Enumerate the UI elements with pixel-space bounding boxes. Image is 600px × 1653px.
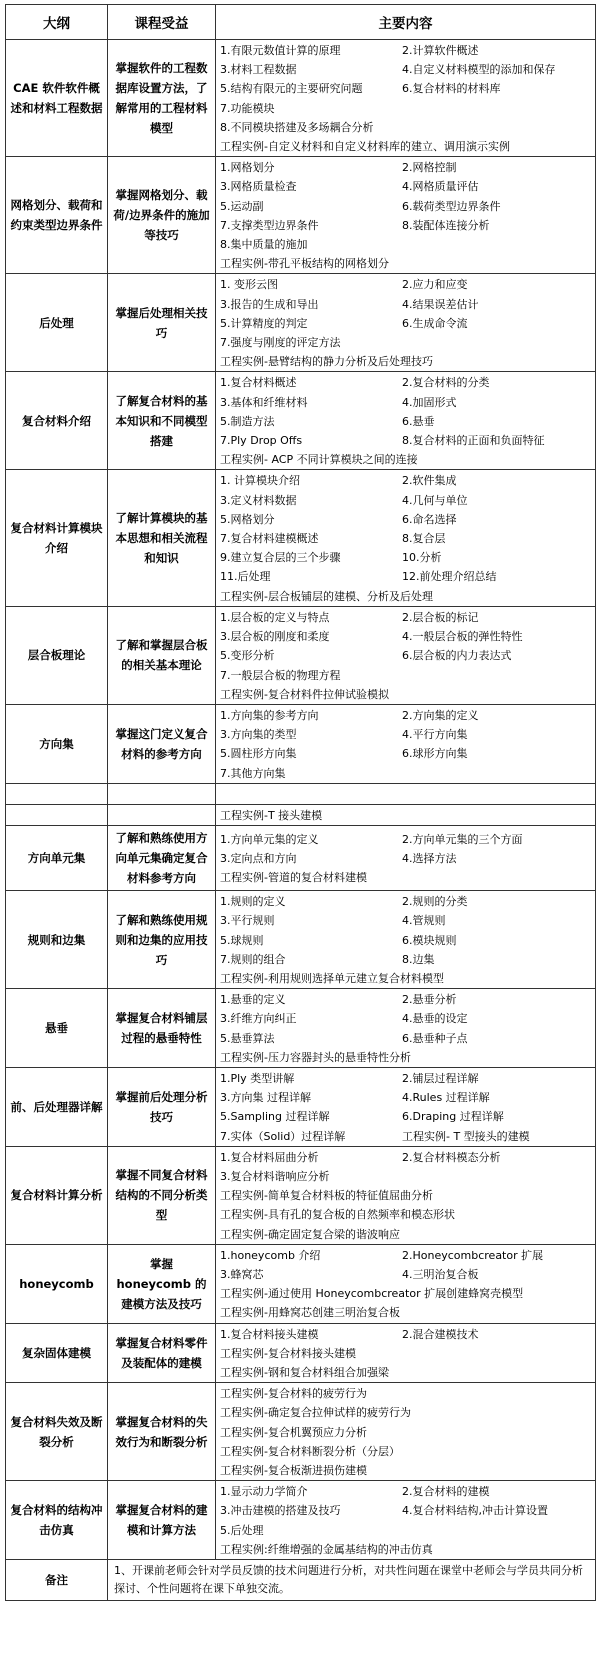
- course-outline-table: [5, 4, 596, 1601]
- benefit-cell: 掌握复合材料的失效行为和断裂分析: [108, 1383, 216, 1481]
- content-item: 5.结构有限元的主要研究问题: [220, 82, 363, 96]
- content-item: 1.层合板的定义与特点: [220, 610, 330, 624]
- content-item: 6.悬垂种子点: [402, 1031, 468, 1045]
- content-cell: [216, 372, 596, 470]
- content-line: 工程实例-管道的复合材料建模: [220, 871, 367, 885]
- content-line-pair: [220, 1088, 591, 1107]
- content-item: 6.生成命令流: [402, 316, 468, 330]
- content-item: 5.变形分析: [220, 649, 275, 663]
- content-item: 7.支撑类型边界条件: [220, 218, 319, 232]
- outline-cell: 复合材料失效及断裂分析: [6, 1383, 108, 1481]
- content-item: 1. 计算模块介绍: [220, 474, 300, 488]
- table-row: [6, 40, 596, 157]
- content-cell: [216, 1244, 596, 1323]
- content-line: [220, 785, 591, 804]
- content-item: 1.honeycomb 介绍: [220, 1248, 321, 1262]
- content-line-pair: [220, 1009, 591, 1028]
- content-cell: [216, 826, 596, 891]
- content-item: 6.载荷类型边界条件: [402, 199, 501, 213]
- content-line-pair: [220, 1029, 591, 1048]
- benefit-cell: 掌握 honeycomb 的建模方法及技巧: [108, 1244, 216, 1323]
- content-item: 5.圆柱形方向集: [220, 747, 297, 761]
- content-line: 工程实例-通过使用 Honeycombcreator 扩展创建蜂窝壳模型: [220, 1287, 524, 1301]
- table-row: [6, 804, 596, 825]
- content-item: 4.Rules 过程详解: [402, 1091, 490, 1105]
- outline-cell: 复合材料介绍: [6, 372, 108, 470]
- content-item: 2.层合板的标记: [402, 610, 479, 624]
- content-line-pair: [220, 911, 591, 930]
- content-item: 4.一般层合板的弹性特性: [402, 630, 523, 644]
- content-line-pair: [220, 314, 591, 333]
- content-line: 7.强度与刚度的评定方法: [220, 336, 341, 350]
- content-line: 工程实例-复合材料断裂分析（分层）: [220, 1444, 400, 1458]
- remark-row: [6, 1560, 596, 1601]
- benefit-cell: 了解和掌握层合板的相关基本理论: [108, 606, 216, 704]
- content-item: 2.复合材料模态分析: [402, 1150, 501, 1164]
- content-line-pair: [220, 706, 591, 725]
- content-line-pair: [220, 646, 591, 665]
- content-item: 2.网格控制: [402, 161, 457, 175]
- content-line: 工程实例:纤维增强的金属基结构的冲击仿真: [220, 1542, 433, 1556]
- content-item: 2.铺层过程详解: [402, 1071, 479, 1085]
- content-item: 3.方向集 过程详解: [220, 1091, 311, 1105]
- outline-cell: 复合材料计算分析: [6, 1146, 108, 1244]
- benefit-cell: 了解和熟练使用规则和边集的应用技巧: [108, 891, 216, 989]
- content-item: 11.后处理: [220, 570, 271, 584]
- content-item: 12.前处理介绍总结: [402, 570, 497, 584]
- content-line: 工程实例-复合材料件拉伸试验模拟: [220, 687, 389, 701]
- header-row: [6, 5, 596, 40]
- outline-cell: 复杂固体建模: [6, 1323, 108, 1383]
- content-line-pair: [220, 158, 591, 177]
- content-item: 7.实体（Solid）过程详解: [220, 1129, 346, 1143]
- content-line: 工程实例-复合机翼预应力分析: [220, 1425, 367, 1439]
- content-item: 2.方向集的定义: [402, 708, 479, 722]
- content-item: 2.软件集成: [402, 474, 457, 488]
- content-cell: [216, 606, 596, 704]
- content-line: 工程实例-自定义材料和自定义材料库的建立、调用演示实例: [220, 140, 510, 154]
- content-line: 7.一般层合板的物理方程: [220, 668, 341, 682]
- content-item: 1.复合材料概述: [220, 376, 297, 390]
- content-line-pair: [220, 744, 591, 763]
- table-row: [6, 470, 596, 606]
- content-item: 1.规则的定义: [220, 895, 286, 909]
- content-item: 2.计算软件概述: [402, 44, 479, 57]
- content-line: 工程实例-确定复合拉伸试样的疲劳行为: [220, 1406, 411, 1420]
- content-line: 工程实例-用蜂窝芯创建三明治复合板: [220, 1306, 400, 1320]
- table-row: [6, 606, 596, 704]
- content-line-pair: [220, 41, 591, 60]
- content-item: 3.定向点和方向: [220, 852, 297, 866]
- benefit-cell: 了解复合材料的基本知识和不同模型搭建: [108, 372, 216, 470]
- content-item: 5.计算精度的判定: [220, 316, 308, 330]
- content-item: 6.Draping 过程详解: [402, 1110, 504, 1124]
- benefit-cell: [108, 804, 216, 825]
- benefit-cell: 掌握复合材料零件及装配体的建模: [108, 1323, 216, 1383]
- content-cell: [216, 804, 596, 825]
- table-row: [6, 1481, 596, 1560]
- content-item: 1.悬垂的定义: [220, 993, 286, 1007]
- content-line: 8.集中质量的施加: [220, 238, 308, 252]
- table-row: [6, 783, 596, 804]
- content-line: 工程实例- ACP 不同计算模块之间的连接: [220, 453, 418, 467]
- content-item: 6.悬垂: [402, 414, 435, 428]
- outline-cell: 网格划分、载荷和约束类型边界条件: [6, 157, 108, 274]
- content-line: 工程实例-利用规则选择单元建立复合材料模型: [220, 971, 444, 985]
- content-line-pair: [220, 548, 591, 567]
- content-line-pair: [220, 1482, 591, 1501]
- content-item: 4.悬垂的设定: [402, 1012, 468, 1026]
- outline-cell: 前、后处理器详解: [6, 1067, 108, 1146]
- content-line: 7.功能模块: [220, 101, 275, 115]
- content-line-pair: [220, 950, 591, 969]
- table-row: [6, 1146, 596, 1244]
- content-line-pair: [220, 931, 591, 950]
- content-item: 4.管规则: [402, 914, 446, 928]
- content-line-pair: [220, 510, 591, 529]
- content-cell: [216, 470, 596, 606]
- outline-cell: [6, 804, 108, 825]
- content-line-pair: [220, 830, 591, 849]
- content-line-pair: [220, 1246, 591, 1265]
- content-item: 6.复合材料的材料库: [402, 82, 501, 96]
- content-line-pair: [220, 471, 591, 490]
- table-row: [6, 989, 596, 1068]
- table-row: [6, 1323, 596, 1383]
- content-item: 6.模块规则: [402, 933, 457, 947]
- content-line-pair: [220, 295, 591, 314]
- content-line-pair: [220, 627, 591, 646]
- content-item: 3.材料工程数据: [220, 63, 297, 77]
- content-item: 3.纤维方向纠正: [220, 1012, 297, 1026]
- content-item: 2.复合材料的建模: [402, 1485, 490, 1499]
- benefit-cell: 掌握后处理相关技巧: [108, 274, 216, 372]
- content-cell: [216, 157, 596, 274]
- content-item: 5.球规则: [220, 933, 264, 947]
- header-content: 主要内容: [216, 5, 596, 40]
- outline-cell: [6, 783, 108, 804]
- benefit-cell: [108, 783, 216, 804]
- content-line: 工程实例-复合材料的疲劳行为: [220, 1387, 367, 1401]
- content-item: 工程实例- T 型接头的建模: [402, 1129, 530, 1143]
- outline-cell: CAE 软件软件概述和材料工程数据: [6, 40, 108, 157]
- content-item: 7.Ply Drop Offs: [220, 434, 303, 448]
- content-item: 2.混合建模技术: [402, 1327, 479, 1341]
- content-cell: [216, 274, 596, 372]
- content-line-pair: [220, 491, 591, 510]
- table-row: [6, 1067, 596, 1146]
- content-item: 7.规则的组合: [220, 952, 286, 966]
- content-item: 5.制造方法: [220, 414, 275, 428]
- content-item: 6.球形方向集: [402, 747, 468, 761]
- benefit-cell: 掌握复合材料的建模和计算方法: [108, 1481, 216, 1560]
- table-row: [6, 372, 596, 470]
- table-row: [6, 704, 596, 783]
- content-item: 1.复合材料屈曲分析: [220, 1150, 319, 1164]
- content-item: 2.应力和应变: [402, 278, 468, 292]
- outline-cell: honeycomb: [6, 1244, 108, 1323]
- benefit-cell: 掌握这门定义复合材料的参考方向: [108, 704, 216, 783]
- content-item: 4.结果误差估计: [402, 297, 479, 311]
- outline-cell: 规则和边集: [6, 891, 108, 989]
- content-item: 3.网格质量检查: [220, 180, 297, 194]
- content-line: 工程实例-复合材料接头建模: [220, 1346, 356, 1360]
- content-line-pair: [220, 892, 591, 911]
- content-item: 1.Ply 类型讲解: [220, 1071, 295, 1085]
- content-item: 2.规则的分类: [402, 895, 468, 909]
- content-item: 3.蜂窝芯: [220, 1267, 264, 1281]
- outline-cell: 悬垂: [6, 989, 108, 1068]
- content-line: 工程实例-简单复合材料板的特征值屈曲分析: [220, 1189, 433, 1203]
- content-cell: [216, 891, 596, 989]
- benefit-cell: 掌握软件的工程数据库设置方法，了解常用的工程材料模型: [108, 40, 216, 157]
- content-line: 3.复合材料谐响应分析: [220, 1169, 330, 1183]
- content-line-pair: [220, 1148, 591, 1167]
- content-line-pair: [220, 1325, 591, 1344]
- content-item: 5.运动副: [220, 199, 264, 213]
- content-cell: [216, 1383, 596, 1481]
- content-item: 5.Sampling 过程详解: [220, 1110, 330, 1124]
- content-item: 9.建立复合层的三个步骤: [220, 551, 341, 565]
- content-item: 1.显示动力学简介: [220, 1485, 308, 1499]
- content-item: 2.Honeycombcreator 扩展: [402, 1248, 544, 1262]
- content-item: 8.装配体连接分析: [402, 218, 490, 232]
- content-item: 3.方向集的类型: [220, 728, 297, 742]
- content-item: 2.悬垂分析: [402, 993, 457, 1007]
- header-outline: 大纲: [6, 5, 108, 40]
- content-item: 4.选择方法: [402, 852, 457, 866]
- content-item: 1.复合材料接头建模: [220, 1327, 319, 1341]
- table-row: [6, 826, 596, 891]
- table-row: [6, 1383, 596, 1481]
- outline-cell: 方向集: [6, 704, 108, 783]
- content-cell: [216, 40, 596, 157]
- content-item: 6.命名选择: [402, 512, 457, 526]
- content-item: 4.复合材料结构,冲击计算设置: [402, 1504, 548, 1518]
- benefit-cell: 掌握前后处理分析技巧: [108, 1067, 216, 1146]
- content-line: 工程实例-钢和复合材料组合加强梁: [220, 1366, 389, 1379]
- content-item: 4.平行方向集: [402, 728, 468, 742]
- content-item: 3.定义材料数据: [220, 493, 297, 507]
- table-row: [6, 1244, 596, 1323]
- content-item: 8.复合层: [402, 532, 446, 546]
- content-item: 8.边集: [402, 952, 435, 966]
- content-item: 4.加固形式: [402, 395, 457, 409]
- content-line-pair: [220, 393, 591, 412]
- content-item: 3.层合板的刚度和柔度: [220, 630, 330, 644]
- content-line: 工程实例-确定固定复合梁的谐波响应: [220, 1227, 400, 1241]
- outline-cell: 方向单元集: [6, 826, 108, 891]
- content-line: 工程实例-压力容器封头的悬垂特性分析: [220, 1050, 411, 1064]
- outline-cell: 后处理: [6, 274, 108, 372]
- content-line-pair: [220, 1107, 591, 1126]
- remark-label: 备注: [6, 1560, 108, 1601]
- content-line: 工程实例-悬臂结构的静力分析及后处理技巧: [220, 355, 433, 369]
- content-line-pair: [220, 60, 591, 79]
- benefit-cell: 掌握不同复合材料结构的不同分析类型: [108, 1146, 216, 1244]
- content-item: 1.网格划分: [220, 161, 275, 175]
- content-line-pair: [220, 216, 591, 235]
- table-row: [6, 274, 596, 372]
- content-cell: [216, 704, 596, 783]
- benefit-cell: 了解计算模块的基本思想和相关流程和知识: [108, 470, 216, 606]
- content-item: 4.网格质量评估: [402, 180, 479, 194]
- content-item: 5.网格划分: [220, 512, 275, 526]
- content-line-pair: [220, 197, 591, 216]
- content-line-pair: [220, 1501, 591, 1520]
- content-item: 3.平行规则: [220, 914, 275, 928]
- outline-cell: 复合材料的结构冲击仿真: [6, 1481, 108, 1560]
- content-item: 1. 变形云图: [220, 278, 278, 292]
- content-line-pair: [220, 373, 591, 392]
- content-line-pair: [220, 608, 591, 627]
- content-line: 工程实例-具有孔的复合板的自然频率和模态形状: [220, 1208, 455, 1222]
- content-item: 4.三明治复合板: [402, 1267, 479, 1281]
- content-cell: [216, 989, 596, 1068]
- content-cell: [216, 1481, 596, 1560]
- content-line-pair: [220, 412, 591, 431]
- course-outline-document: [5, 4, 595, 1601]
- content-line-pair: [220, 1265, 591, 1284]
- content-line: 工程实例-T 接头建模: [220, 808, 323, 822]
- content-cell: [216, 1067, 596, 1146]
- content-line-pair: [220, 79, 591, 98]
- table-body: [6, 40, 596, 1601]
- content-line: 7.其他方向集: [220, 766, 286, 780]
- content-item: 8.复合材料的正面和负面特征: [402, 434, 545, 448]
- outline-cell: 层合板理论: [6, 606, 108, 704]
- content-line-pair: [220, 1069, 591, 1088]
- content-item: 7.复合材料建模概述: [220, 532, 319, 546]
- table-row: [6, 891, 596, 989]
- content-line-pair: [220, 990, 591, 1009]
- outline-cell: 复合材料计算模块介绍: [6, 470, 108, 606]
- content-line: 8.不同模块搭建及多场耦合分析: [220, 120, 374, 134]
- content-line: 工程实例-层合板铺层的建模、分析及后处理: [220, 589, 433, 603]
- header-benefit: 课程受益: [108, 5, 216, 40]
- content-item: 3.报告的生成和导出: [220, 297, 319, 311]
- content-line: 工程实例-带孔平板结构的网格划分: [220, 257, 389, 271]
- content-item: 1.方向集的参考方向: [220, 708, 319, 722]
- content-line-pair: [220, 1127, 591, 1146]
- benefit-cell: 掌握网格划分、载荷/边界条件的施加等技巧: [108, 157, 216, 274]
- content-item: 4.自定义材料模型的添加和保存: [402, 63, 556, 77]
- content-line-pair: [220, 431, 591, 450]
- content-line-pair: [220, 529, 591, 548]
- content-item: 2.方向单元集的三个方面: [402, 832, 523, 846]
- benefit-cell: 了解和熟练使用方向单元集确定复合材料参考方向: [108, 826, 216, 891]
- content-item: 2.复合材料的分类: [402, 376, 490, 390]
- benefit-cell: 掌握复合材料铺层过程的悬垂特性: [108, 989, 216, 1068]
- content-line-pair: [220, 567, 591, 586]
- content-cell: [216, 1323, 596, 1383]
- table-row: [6, 157, 596, 274]
- content-line-pair: [220, 275, 591, 294]
- content-item: 6.层合板的内力表达式: [402, 649, 512, 663]
- content-cell: [216, 783, 596, 804]
- content-item: 1.有限元数值计算的原理: [220, 44, 341, 57]
- content-item: 5.悬垂算法: [220, 1031, 275, 1045]
- remark-text: 1、开课前老师会针对学员反馈的技术问题进行分析，对共性问题在课堂中老师会与学员共同分析探讨、个性问题将在课下单独交流。: [108, 1560, 596, 1601]
- content-line-pair: [220, 849, 591, 868]
- content-item: 3.冲击建模的搭建及技巧: [220, 1504, 341, 1518]
- content-line: 工程实例-复合板渐进损伤建模: [220, 1464, 367, 1478]
- content-item: 3.基体和纤维材料: [220, 395, 308, 409]
- content-item: 10.分析: [402, 551, 442, 565]
- content-item: 4.几何与单位: [402, 493, 468, 507]
- content-line-pair: [220, 725, 591, 744]
- content-item: 1.方向单元集的定义: [220, 832, 319, 846]
- content-cell: [216, 1146, 596, 1244]
- content-line: 5.后处理: [220, 1523, 264, 1537]
- content-line-pair: [220, 177, 591, 196]
